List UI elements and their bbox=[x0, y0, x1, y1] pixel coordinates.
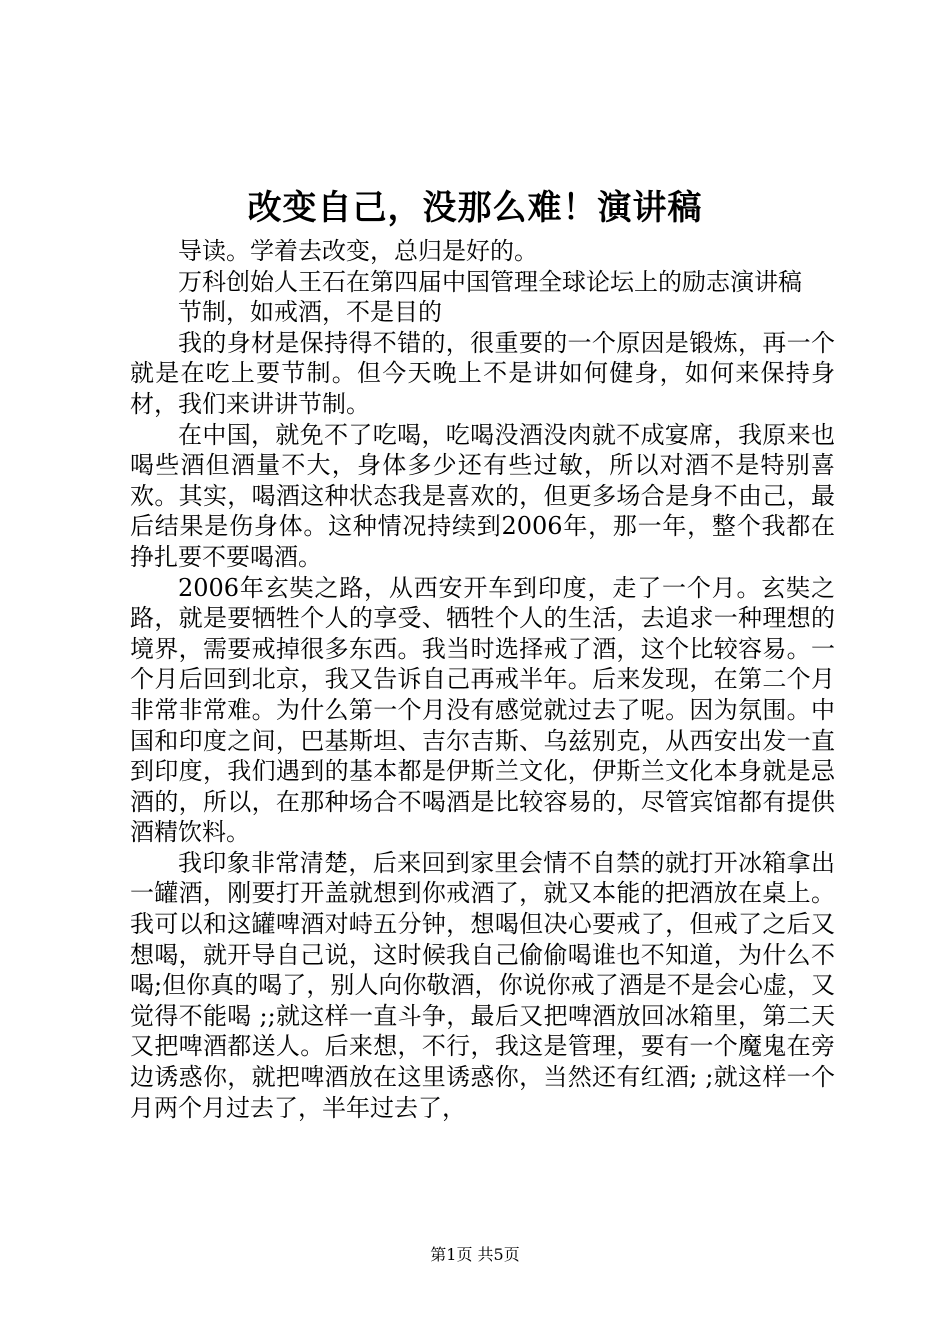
paragraph-source: 万科创始人王石在第四届中国管理全球论坛上的励志演讲稿 bbox=[178, 267, 802, 296]
document-title: 改变自己，没那么难！演讲稿 bbox=[247, 188, 703, 228]
paragraph-body: 在中国，就免不了吃喝，吃喝没酒没肉就不成宴席，我原来也喝些酒但酒量不大，身体多少还有些过敏，所以对酒不是特别喜欢。其实，喝酒这种状态我是喜欢的，但更多场合是身不由己，最后结果是伤身体。这种情况持续到2006年，那一年，整个我都在挣扎要不要喝酒。 bbox=[130, 420, 835, 571]
paragraph-intro: 导读。学着去改变，总归是好的。 bbox=[178, 237, 538, 265]
paragraph-body: 我印象非常清楚，后来回到家里会情不自禁的就打开冰箱拿出一罐酒，刚要打开盖就想到你戒酒了，就又本能的把酒放在桌上。我可以和这罐啤酒对峙五分钟，想喝但决心要戒了，但戒了之后又想喝，就开导自己说，这时候我自己偷偷喝谁也不知道，为什么不喝;但你真的喝了，别人向你敬酒，你说你戒了酒是不是会心虚，又觉得不能喝 ;;就这样一直斗争，最后又把啤酒放回冰箱里，第二天又把啤酒都送人。后来想，不行，我这是管理，要有一个魔鬼在旁边诱惑你，就把啤酒放在这里诱惑你，当然还有红酒; ;就这样一个月两个月过去了，半年过去了， bbox=[130, 848, 835, 1122]
paragraph-body: 我的身材是保持得不错的，很重要的一个原因是锻炼，再一个就是在吃上要节制。但今天晚上不是讲如何健身，如何来保持身材，我们来讲讲节制。 bbox=[130, 328, 835, 418]
paragraph-heading: 节制，如戒酒，不是目的 bbox=[178, 298, 442, 327]
document-body bbox=[130, 236, 835, 1123]
paragraph-body: 2006年玄奘之路，从西安开车到印度，走了一个月。玄奘之路，就是要牺牲个人的享受、牺牲个人的生活，去追求一种理想的境界，需要戒掉很多东西。我当时选择戒了酒，这个比较容易。一个月后回到北京，我又告诉自己再戒半年。后来发现，在第二个月非常非常难。为什么第一个月没有感觉就过去了呢。因为氛围。中国和印度之间，巴基斯坦、吉尔吉斯、乌兹别克，从西安出发一直到印度，我们遇到的基本都是伊斯兰文化，伊斯兰文化本身就是忌酒的，所以，在那种场合不喝酒是比较容易的，尽管宾馆都有提供酒精饮料。 bbox=[130, 573, 835, 847]
page-number-footer: 第1页 共5页 bbox=[430, 1245, 520, 1264]
